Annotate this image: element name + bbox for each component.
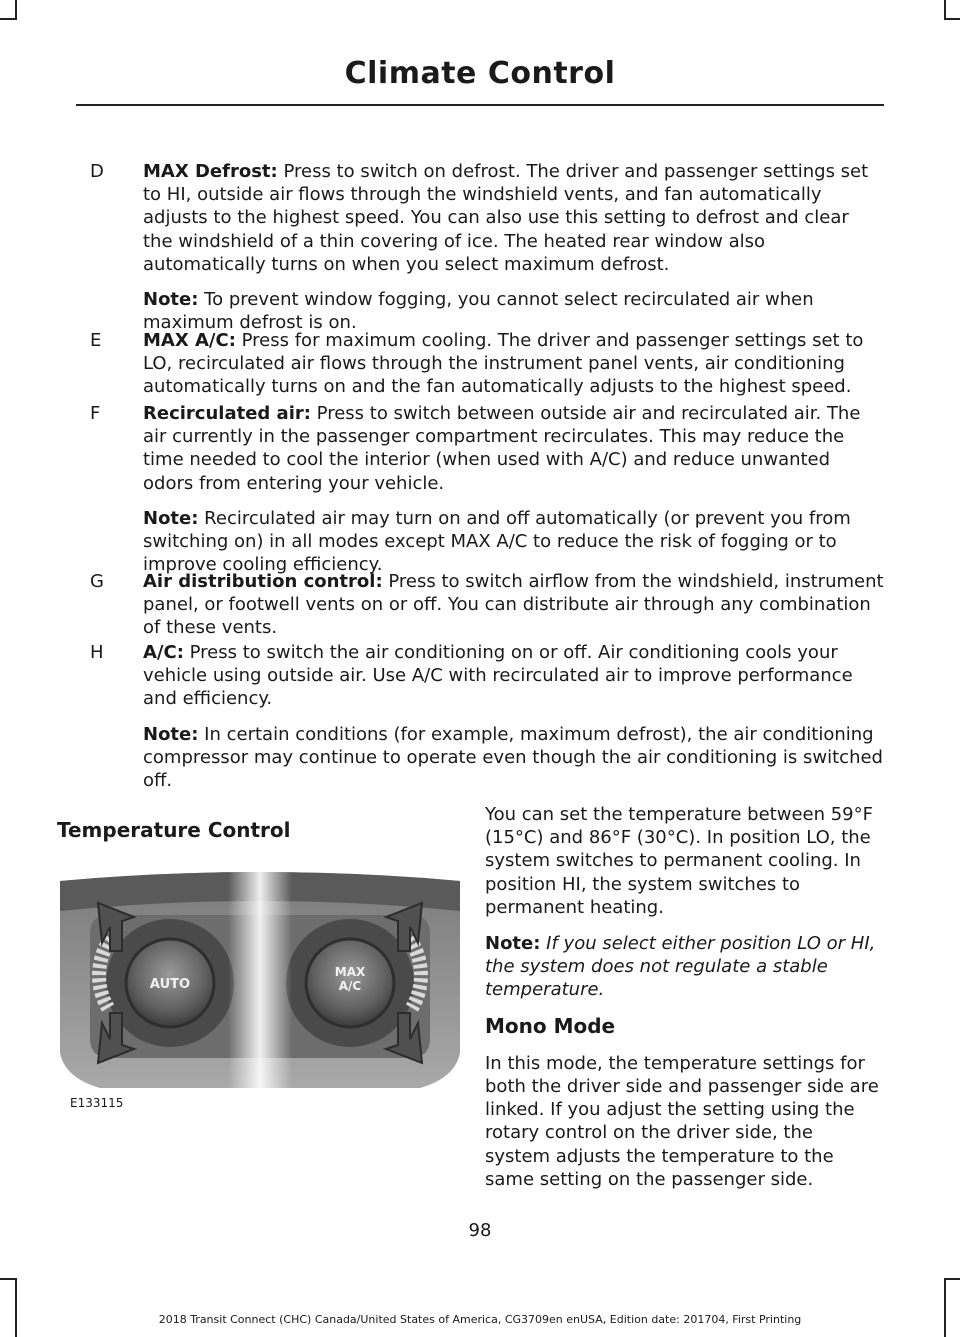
crop-mark: [15, 1278, 17, 1337]
section-heading: Temperature Control: [57, 818, 291, 842]
item-label: MAX Defrost:: [143, 161, 278, 182]
item-text: Press for maximum cooling. The driver and passenger settings set to LO, recirculated air flows through the instrument panel vents, air conditioning automatically turns on and the fan automatically adjusts to the highest speed.: [143, 330, 864, 398]
item-description: [143, 570, 884, 640]
temperature-note: [485, 932, 883, 1002]
note-text: In certain conditions (for example, maximum defrost), the air conditioning compressor may continue to operate even though the air conditioning is switched off.: [143, 723, 883, 792]
item-text: Press to switch between outside air and recirculated air. The air currently in the passenger compartment recirculates. This may reduce the time needed to cool the interior (when used with A/C) and reduce unwanted odors from entering your vehicle.: [143, 403, 861, 494]
crop-mark: [0, 1278, 17, 1280]
mono-mode-heading: Mono Mode: [485, 1013, 616, 1038]
climate-panel-figure: [60, 863, 460, 1115]
item-description: [143, 641, 884, 711]
item-letter: E: [90, 330, 102, 351]
temperature-range-text: You can set the temperature between 59°F (15°C) and 86°F (30°C). In position LO, the system switches to permanent cooling. In position HI, the system switches to permanent heating.: [485, 804, 873, 918]
item-note: [143, 507, 884, 577]
list-item: [76, 402, 884, 588]
mono-mode-text: In this mode, the temperature settings for both the driver side and passenger side are linked. If you adjust the setting using the rotary control on the driver side, the system adjusts the temperature to the same setting on the passenger side.: [485, 1052, 879, 1190]
crop-mark: [0, 18, 17, 20]
auto-knob-label: AUTO: [149, 977, 191, 992]
crop-mark: [944, 1278, 960, 1280]
center-glow: [228, 863, 292, 1115]
figure-id: E133115: [70, 1096, 124, 1110]
right-column: [485, 803, 883, 1204]
list-item: [76, 329, 884, 411]
item-letter: D: [90, 161, 104, 182]
header-divider: [76, 104, 884, 106]
item-description: [143, 402, 884, 495]
note-label: Note:: [143, 723, 199, 745]
max-ac-knob-label-1: MAX: [334, 965, 366, 979]
item-text: Press to switch airflow from the windshield, instrument panel, or footwell vents on or off. You can distribute air through any combination of these vents.: [143, 571, 884, 639]
climate-panel-illustration: [60, 863, 460, 1115]
item-label: Air distribution control:: [143, 571, 383, 592]
item-label: MAX A/C:: [143, 330, 236, 351]
list-item: [76, 160, 884, 346]
note-label: Note:: [485, 933, 541, 955]
page-number: 98: [468, 1220, 492, 1241]
note-text: Recirculated air may turn on and off automatically (or prevent you from switching on) in all modes except MAX A/C to reduce the risk of fogging or to improve cooling efficiency.: [143, 507, 851, 576]
item-letter: F: [90, 403, 101, 424]
crop-mark: [15, 0, 17, 20]
crop-mark: [944, 0, 946, 20]
crop-mark: [944, 18, 960, 20]
item-note: [143, 288, 884, 334]
item-letter: H: [90, 642, 104, 663]
item-label: Recirculated air:: [143, 403, 311, 424]
max-ac-knob-label-2: A/C: [338, 979, 362, 993]
page-title: Climate Control: [344, 56, 616, 91]
item-text: Press to switch the air conditioning on or off. Air conditioning cools your vehicle using outside air. Use A/C with recirculated air to improve performance and efficiency.: [143, 642, 853, 710]
note-label: Note:: [143, 507, 199, 529]
item-label: A/C:: [143, 642, 184, 663]
item-letter: G: [90, 571, 104, 592]
note-text: To prevent window fogging, you cannot select recirculated air when maximum defrost is on.: [143, 289, 814, 334]
item-description: [143, 329, 884, 399]
crop-mark: [944, 1278, 946, 1337]
footer-text: 2018 Transit Connect (CHC) Canada/United States of America, CG3709en enUSA, Edition date: 201704, First Printing: [158, 1313, 802, 1326]
item-description: [143, 160, 884, 276]
note-label: Note:: [143, 289, 199, 311]
list-item: [76, 641, 884, 804]
item-note: [143, 723, 884, 793]
note-text: If you select either position LO or HI, the system does not regulate a stable temperature.: [485, 933, 876, 1001]
list-item: [76, 570, 884, 652]
item-text: Press to switch on defrost. The driver and passenger settings set to HI, outside air flows through the windshield vents, and fan automatically adjusts to the highest speed. You can also use this setting to defrost and clear the windshield of a thin covering of ice. The heated rear window also automatically turns on when you select maximum defrost.: [143, 161, 869, 275]
